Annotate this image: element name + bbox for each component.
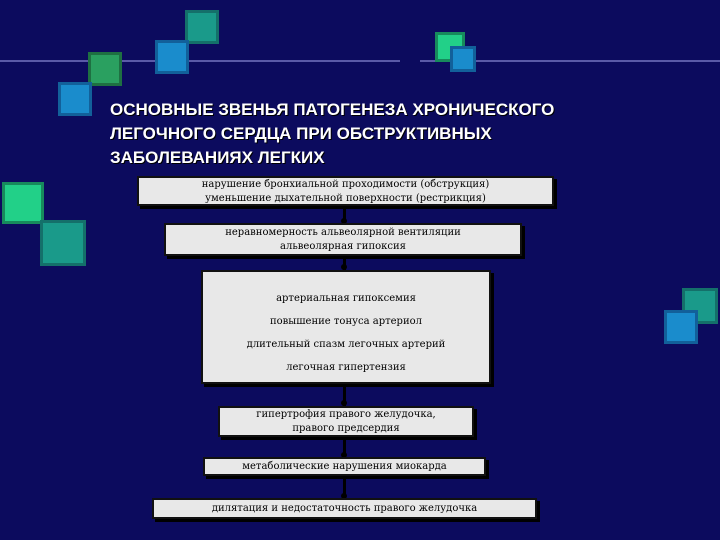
decorative-square (185, 10, 219, 44)
decorative-square (88, 52, 122, 86)
title-line: ОСНОВНЫЕ ЗВЕНЬЯ ПАТОГЕНЕЗА ХРОНИЧЕСКОГО (110, 100, 555, 119)
flow-box-text: альвеолярная гипоксия (280, 241, 406, 252)
decorative-square (40, 220, 86, 266)
flow-box-text: артериальная гипоксемия (276, 293, 416, 304)
decorative-square (2, 182, 44, 224)
flow-box-text: уменьшение дыхательной поверхности (рестрикция) (205, 193, 486, 204)
flow-box-dilatation (152, 498, 537, 519)
flow-box-text: длительный спазм легочных артерий (246, 339, 446, 350)
flow-box-text: метаболические нарушения миокарда (242, 461, 447, 472)
flow-box-text: повышение тонуса артериол (269, 316, 422, 327)
flow-box-text: легочная гипертензия (286, 362, 406, 373)
decorative-square (155, 40, 189, 74)
flow-box-obstruction (137, 176, 554, 206)
flow-box-text: правого предсердия (292, 423, 400, 434)
title-line: ЗАБОЛЕВАНИЯХ ЛЕГКИХ (110, 148, 325, 167)
decorative-square (58, 82, 92, 116)
flow-box-text: нарушение бронхиальной проходимости (обструкция) (201, 179, 490, 190)
decorative-line-top (0, 60, 400, 62)
flow-box-ventilation (164, 223, 522, 256)
flow-box-text: дилятация и недостаточность правого желудочка (211, 503, 478, 514)
flow-box-hypertrophy (218, 406, 474, 437)
decorative-square (450, 46, 476, 72)
slide-title (110, 98, 670, 170)
title-line: ЛЕГОЧНОГО СЕРДЦА ПРИ ОБСТРУКТИВНЫХ (110, 124, 492, 143)
flow-box-text: гипертрофия правого желудочка, (256, 409, 436, 420)
flow-box-text: неравномерность альвеолярной вентиляции (225, 227, 461, 238)
flow-box-hypertension (201, 270, 491, 384)
decorative-square (664, 310, 698, 344)
flow-box-metabolic (203, 457, 486, 476)
